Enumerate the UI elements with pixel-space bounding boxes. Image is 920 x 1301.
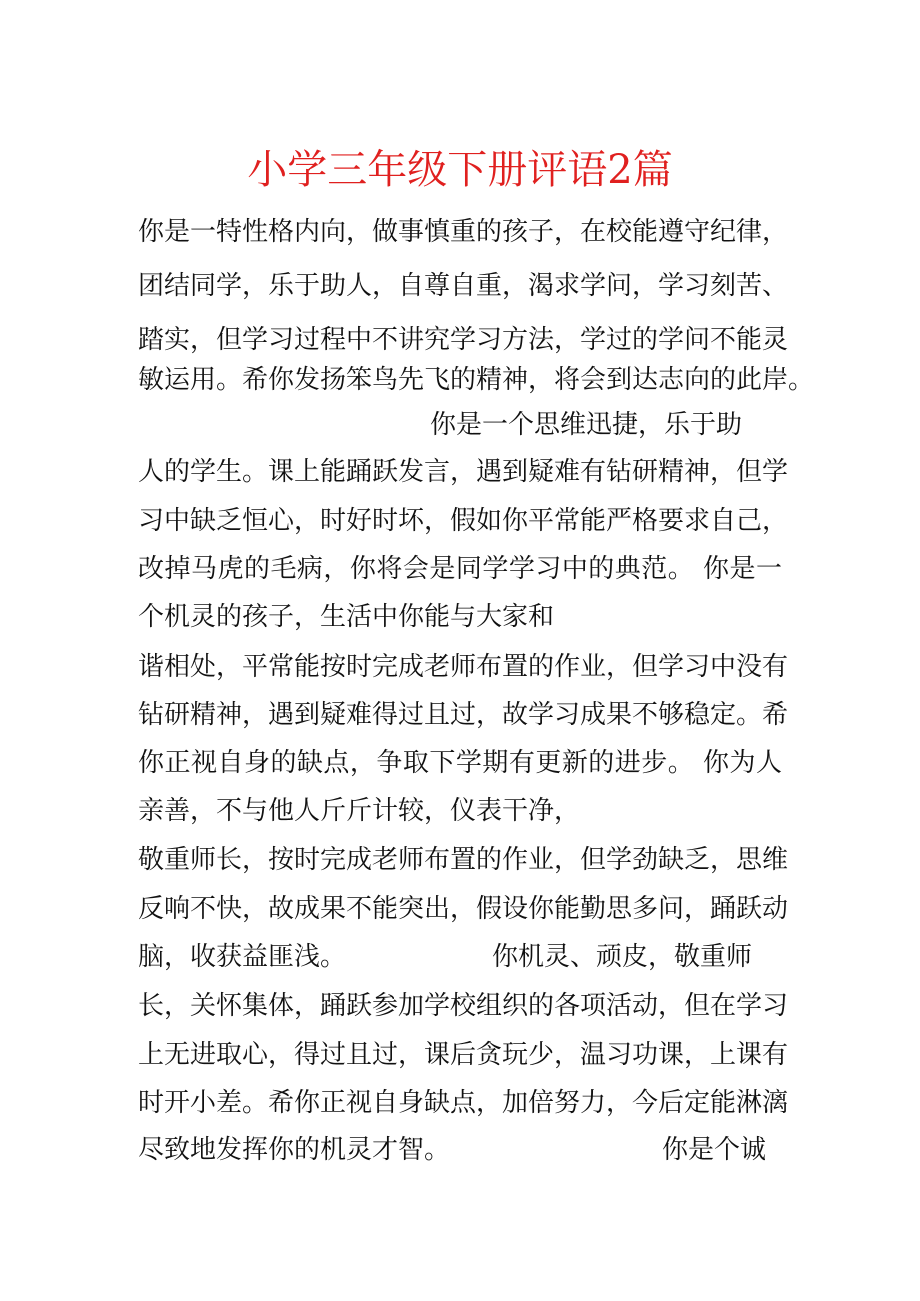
text-line: 亲善，不与他人斤斤计较，仪表干净， bbox=[138, 796, 581, 826]
text-line: 习中缺乏恒心，时好时坏，假如你平常能严格要求自己， bbox=[138, 506, 789, 536]
text-line: 上无进取心，得过且过，课后贪玩少，温习功课，上课有 bbox=[138, 1040, 789, 1070]
text-line: 改掉马虎的毛病，你将会是同学学习中的典范。 你是一 bbox=[138, 554, 782, 584]
text-line: 团结同学，乐于助人，自尊自重，渴求学问，学习刻苦、 bbox=[138, 271, 789, 301]
text-line: 你正视自身的缺点，争取下学期有更新的进步。 你为人 bbox=[138, 748, 782, 778]
text-line: 踏实，但学习过程中不讲究学习方法，学过的学问不能灵 bbox=[138, 325, 789, 355]
text-line: 敏运用。希你发扬笨鸟先飞的精神，将会到达志向的此岸。 bbox=[138, 365, 815, 395]
text-line: 你是一个思维迅捷，乐于助 bbox=[430, 410, 743, 440]
text-line: 个机灵的孩子，生活中你能与大家和 bbox=[138, 602, 555, 632]
text-line: 时开小差。希你正视自身缺点，加倍努力，今后定能淋漓 bbox=[138, 1088, 789, 1118]
text-line: 人的学生。课上能踊跃发言，遇到疑难有钻研精神，但学 bbox=[138, 457, 789, 487]
text-line: 你机灵、顽皮，敬重师 bbox=[492, 942, 753, 972]
document-title: 小学三年级下册评语2篇 bbox=[247, 147, 673, 193]
text-line: 长，关怀集体，踊跃参加学校组织的各项活动，但在学习 bbox=[138, 991, 789, 1021]
text-line: 你是个诚 bbox=[662, 1135, 767, 1165]
text-line: 尽致地发挥你的机灵才智。 bbox=[138, 1135, 451, 1165]
text-line: 脑，收获益匪浅。 bbox=[138, 942, 347, 972]
text-line: 反响不快，故成果不能突出，假设你能勤思多问，踊跃动 bbox=[138, 894, 789, 924]
text-line: 你是一特性格内向，做事慎重的孩子，在校能遵守纪律， bbox=[138, 217, 789, 247]
text-line: 钻研精神，遇到疑难得过且过，故学习成果不够稳定。希 bbox=[138, 700, 789, 730]
text-line: 敬重师长，按时完成老师布置的作业，但学劲缺乏，思维 bbox=[138, 845, 789, 875]
text-line: 谐相处，平常能按时完成老师布置的作业，但学习中没有 bbox=[138, 652, 789, 682]
